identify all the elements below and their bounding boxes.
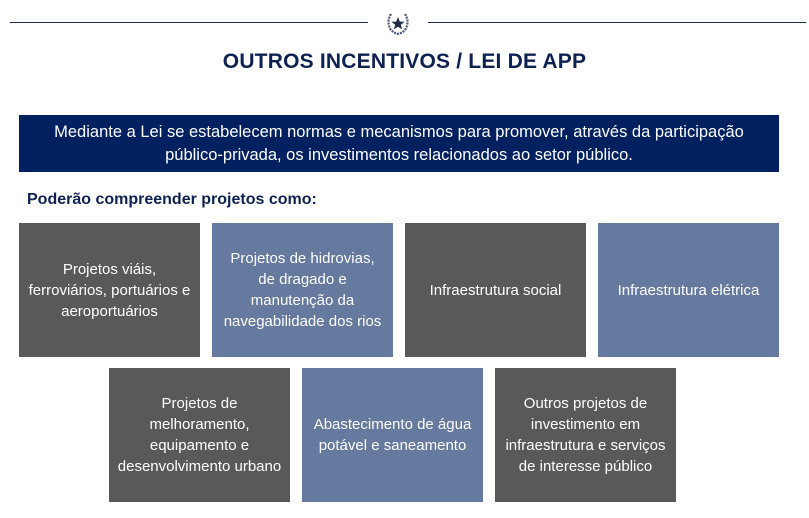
project-label: Projetos de melhoramento, equipamento e desenvolvimento urbano [117, 395, 282, 475]
project-box-roads-rail-ports [19, 223, 200, 357]
header-rule-right [428, 22, 806, 23]
project-label: Outros projetos de investimento em infraestrutura e serviços de interesse público [505, 395, 666, 475]
project-box-water-sanitation [302, 368, 483, 502]
banner-text: Mediante a Lei se estabelecem normas e mecanismos para promover, através da participação público-privada, os investimentos relacionados ao setor público. [54, 122, 744, 164]
law-description-banner [19, 115, 779, 172]
projects-subtitle: Poderão compreender projetos como: [27, 191, 317, 208]
project-box-other-public-interest [495, 368, 676, 502]
header-rule-left [10, 22, 368, 23]
project-label: Projetos de hidrovias, de dragado e manutenção da navegabilidade dos rios [223, 250, 382, 330]
project-label: Projetos viáis, ferroviários, portuários e aeroportuários [28, 260, 191, 320]
project-label: Infraestrutura social [429, 281, 562, 299]
project-box-electric-infrastructure [598, 223, 779, 357]
project-label: Infraestrutura elétrica [617, 281, 760, 299]
star-wreath-emblem-icon [383, 8, 413, 38]
project-label: Abastecimento de água potável e saneamento [313, 416, 472, 454]
page-title: OUTROS INCENTIVOS / LEI DE APP [222, 50, 587, 73]
project-box-urban-development [109, 368, 290, 502]
project-box-social-infrastructure [405, 223, 586, 357]
project-box-waterways [212, 223, 393, 357]
